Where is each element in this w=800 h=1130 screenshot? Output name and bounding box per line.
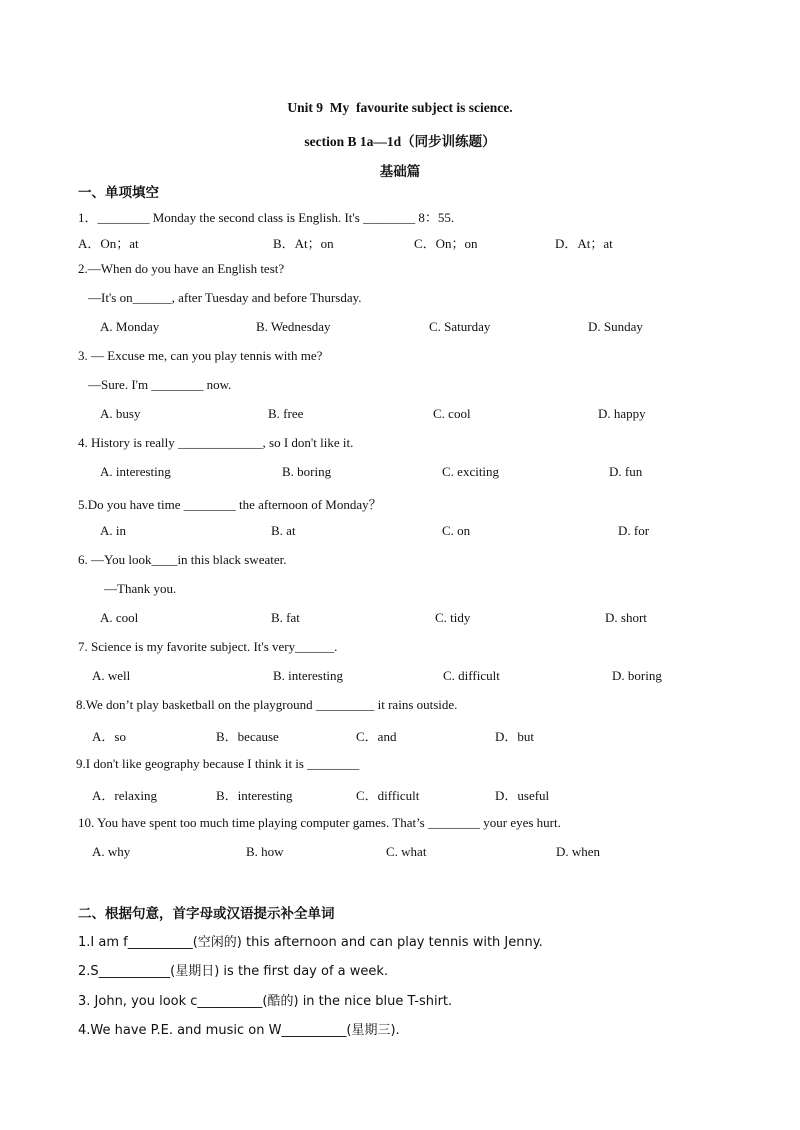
option-a: A．relaxing [92,788,157,803]
question-text: 6. —You look____in this black sweater. [78,552,287,567]
option-b: B. free [268,406,304,421]
question-answer-line: —Thank you. [104,581,177,596]
option-d: D．At；at [555,236,613,251]
option-b: B．interesting [216,788,293,803]
question-answer-line: —It's on______, after Tuesday and before Thursday. [88,290,362,305]
option-c: C．difficult [356,788,420,803]
option-a: A．so [92,729,126,744]
question-text: 9.I don't like geography because I think it is ________ [76,756,360,771]
section-heading-multiple-choice: 一、单项填空 [78,185,159,201]
option-a: A. why [92,844,131,859]
option-c: C. cool [433,406,471,421]
question-text: 10. You have spent too much time playing computer games. That’s ________ your eyes hurt. [78,815,561,830]
fill-in-item: 4.We have P.E. and music on W__________(星期三). [78,1023,400,1038]
section-heading-fill-in: 二、根据句意，首字母或汉语提示补全单词 [78,906,335,922]
question-text: 5.Do you have time ________ the afternoon of Monday？ [78,497,382,512]
question-text: 2.—When do you have an English test? [78,261,285,276]
option-c: C. tidy [435,610,471,625]
option-a: A. Monday [100,319,160,334]
option-d: D. happy [598,406,646,421]
option-c: C. exciting [442,464,500,479]
option-a: A. busy [100,406,141,421]
page-level: 基础篇 [379,164,421,179]
option-d: D. Sunday [588,319,643,334]
option-c: C．and [356,729,397,744]
option-d: D．but [495,729,535,744]
option-d: D. short [605,610,647,625]
option-a: A. cool [100,610,139,625]
option-b: B. Wednesday [256,319,331,334]
fill-in-item: 2.S___________(星期日) is the first day of a week. [78,964,389,979]
page-title: Unit 9 My favourite subject is science. [287,100,513,115]
option-c: C. on [442,523,471,538]
option-a: A．On；at [78,236,139,251]
option-d: D. when [556,844,601,859]
option-b: B. boring [282,464,332,479]
question-answer-line: —Sure. I'm ________ now. [88,377,232,392]
option-c: C．On；on [414,236,478,251]
option-b: B．At；on [273,236,334,251]
question-text: 1．________ Monday the second class is English. It's ________ 8：55. [78,210,455,225]
option-b: B. interesting [273,668,344,683]
question-text: 7. Science is my favorite subject. It's very______. [78,639,338,654]
option-c: C. difficult [443,668,500,683]
option-b: B. how [246,844,284,859]
option-d: D．useful [495,788,550,803]
option-c: C. what [386,844,427,859]
fill-in-item: 1.I am f__________(空闲的) this afternoon and can play tennis with Jenny. [78,935,543,950]
option-b: B．because [216,729,279,744]
option-b: B. at [271,523,296,538]
option-a: A. interesting [100,464,171,479]
option-d: D. fun [609,464,643,479]
question-text: 3. — Excuse me, can you play tennis with me? [78,348,323,363]
page-subtitle: section B 1a—1d（同步训练题） [304,134,496,149]
option-d: D. for [618,523,650,538]
option-b: B. fat [271,610,300,625]
option-d: D. boring [612,668,662,683]
option-a: A. in [100,523,126,538]
option-a: A. well [92,668,131,683]
fill-in-item: 3. John, you look c__________(酷的) in the nice blue T-shirt. [78,994,453,1009]
question-text: 4. History is really _____________, so I don't like it. [78,435,354,450]
question-text: 8.We don’t play basketball on the playground _________ it rains outside. [76,697,458,712]
option-c: C. Saturday [429,319,491,334]
